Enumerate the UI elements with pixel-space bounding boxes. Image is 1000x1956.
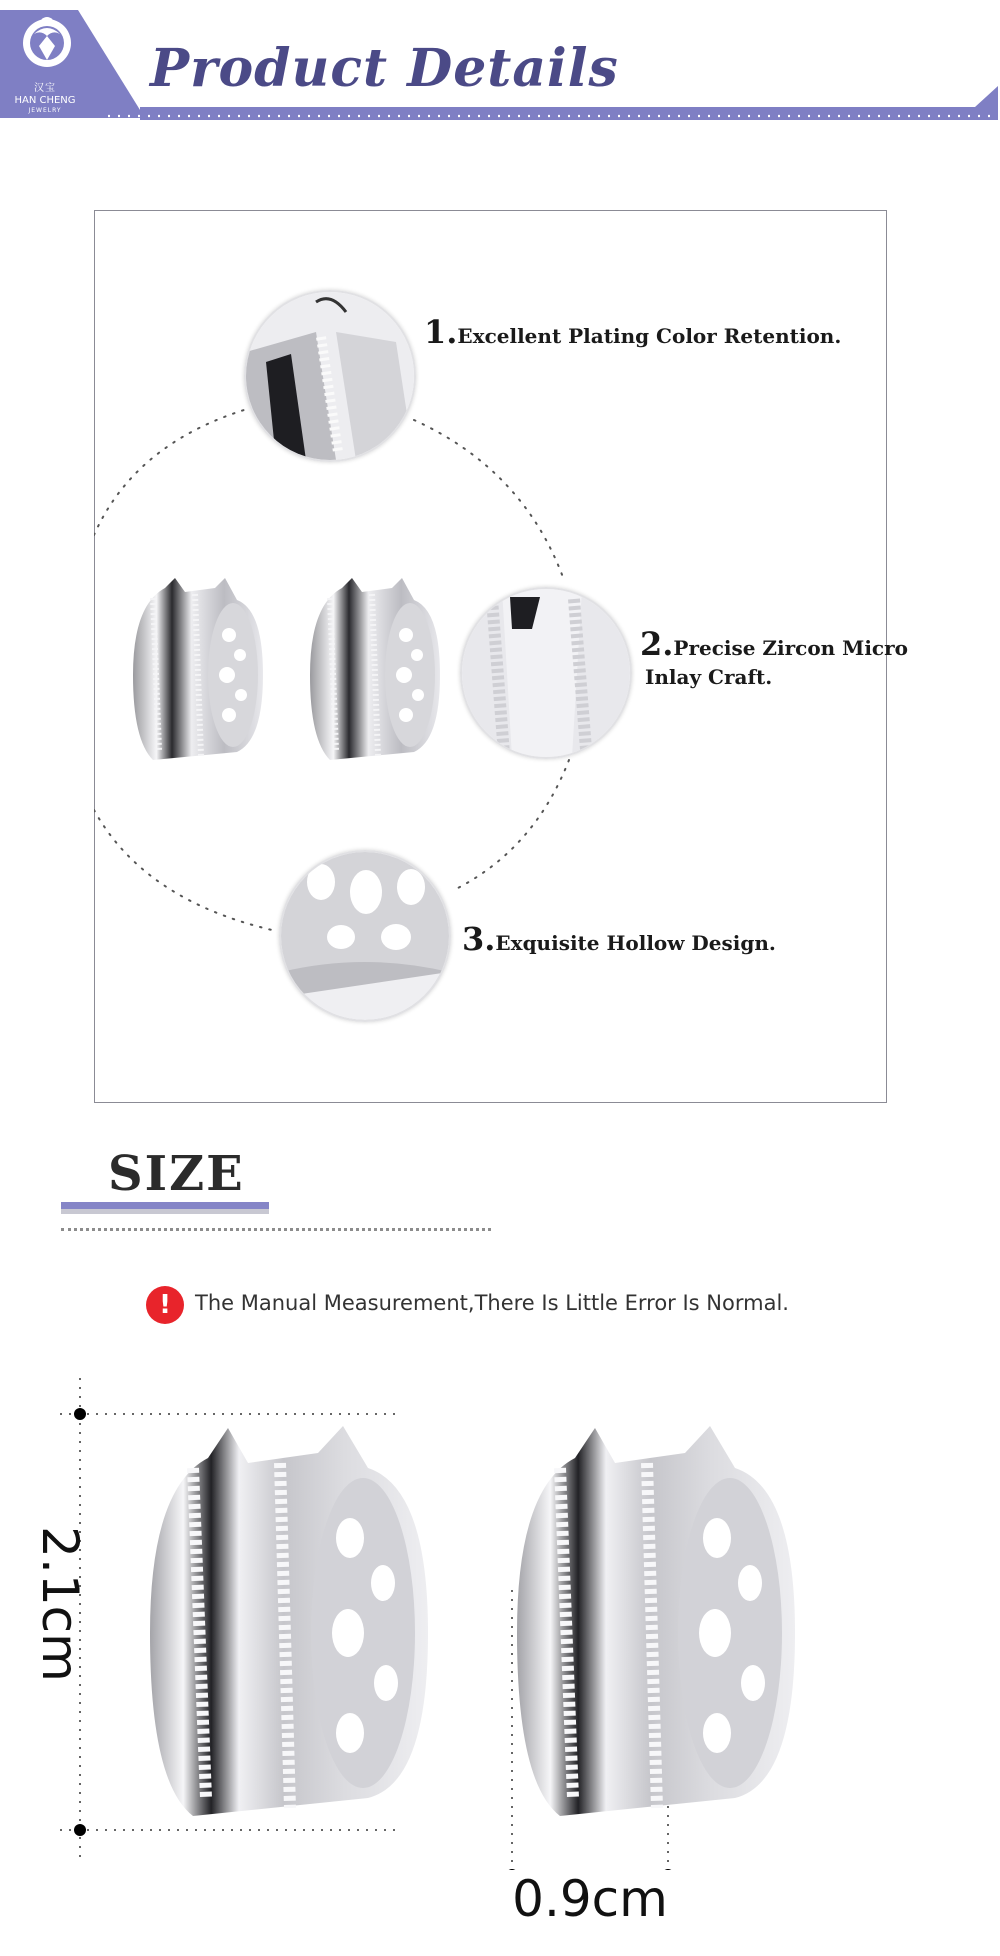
earring-image-large-left [138,1418,438,1828]
detail-lens-plating [244,290,416,462]
width-dimension-label: 0.9cm [512,1870,668,1928]
feature-1-text: Excellent Plating Color Retention. [457,324,842,348]
feature-3-number: 3. [462,920,496,958]
measurement-notice: The Manual Measurement,There Is Little Error Is Normal. [195,1291,789,1315]
brand-text [0,83,90,115]
brand-name: HAN CHENG [14,95,76,106]
brand-logo-icon [20,16,74,78]
earring-image-large-right [505,1418,805,1828]
feature-2-number: 2. [640,625,674,663]
feature-1 [424,313,841,351]
earring-image-small-left [125,570,275,765]
brand-han-text: 汉宝 [34,83,56,94]
earring-image-small-right [302,570,452,765]
size-underline-shadow [61,1209,269,1214]
detail-lens-hollow [279,850,451,1022]
detail-lens-zircon [460,587,632,759]
size-heading: SIZE [108,1146,245,1202]
feature-2-text-line2: Inlay Craft. [645,665,773,689]
warning-icon: ! [146,1286,184,1324]
feature-2-text-line1: Precise Zircon Micro [673,636,908,660]
size-underline-bar [61,1202,269,1209]
header-banner [0,0,1000,125]
size-dotted-divider [61,1228,491,1231]
brand-subtitle: JEWELRY [28,107,62,114]
height-dimension [10,1526,110,1682]
feature-3-text: Exquisite Hollow Design. [495,931,776,955]
height-dimension-label: 2.1cm [31,1526,89,1682]
feature-3 [462,920,776,958]
feature-1-number: 1. [424,313,458,351]
feature-2 [640,625,908,689]
page-title: Product Details [150,38,619,99]
